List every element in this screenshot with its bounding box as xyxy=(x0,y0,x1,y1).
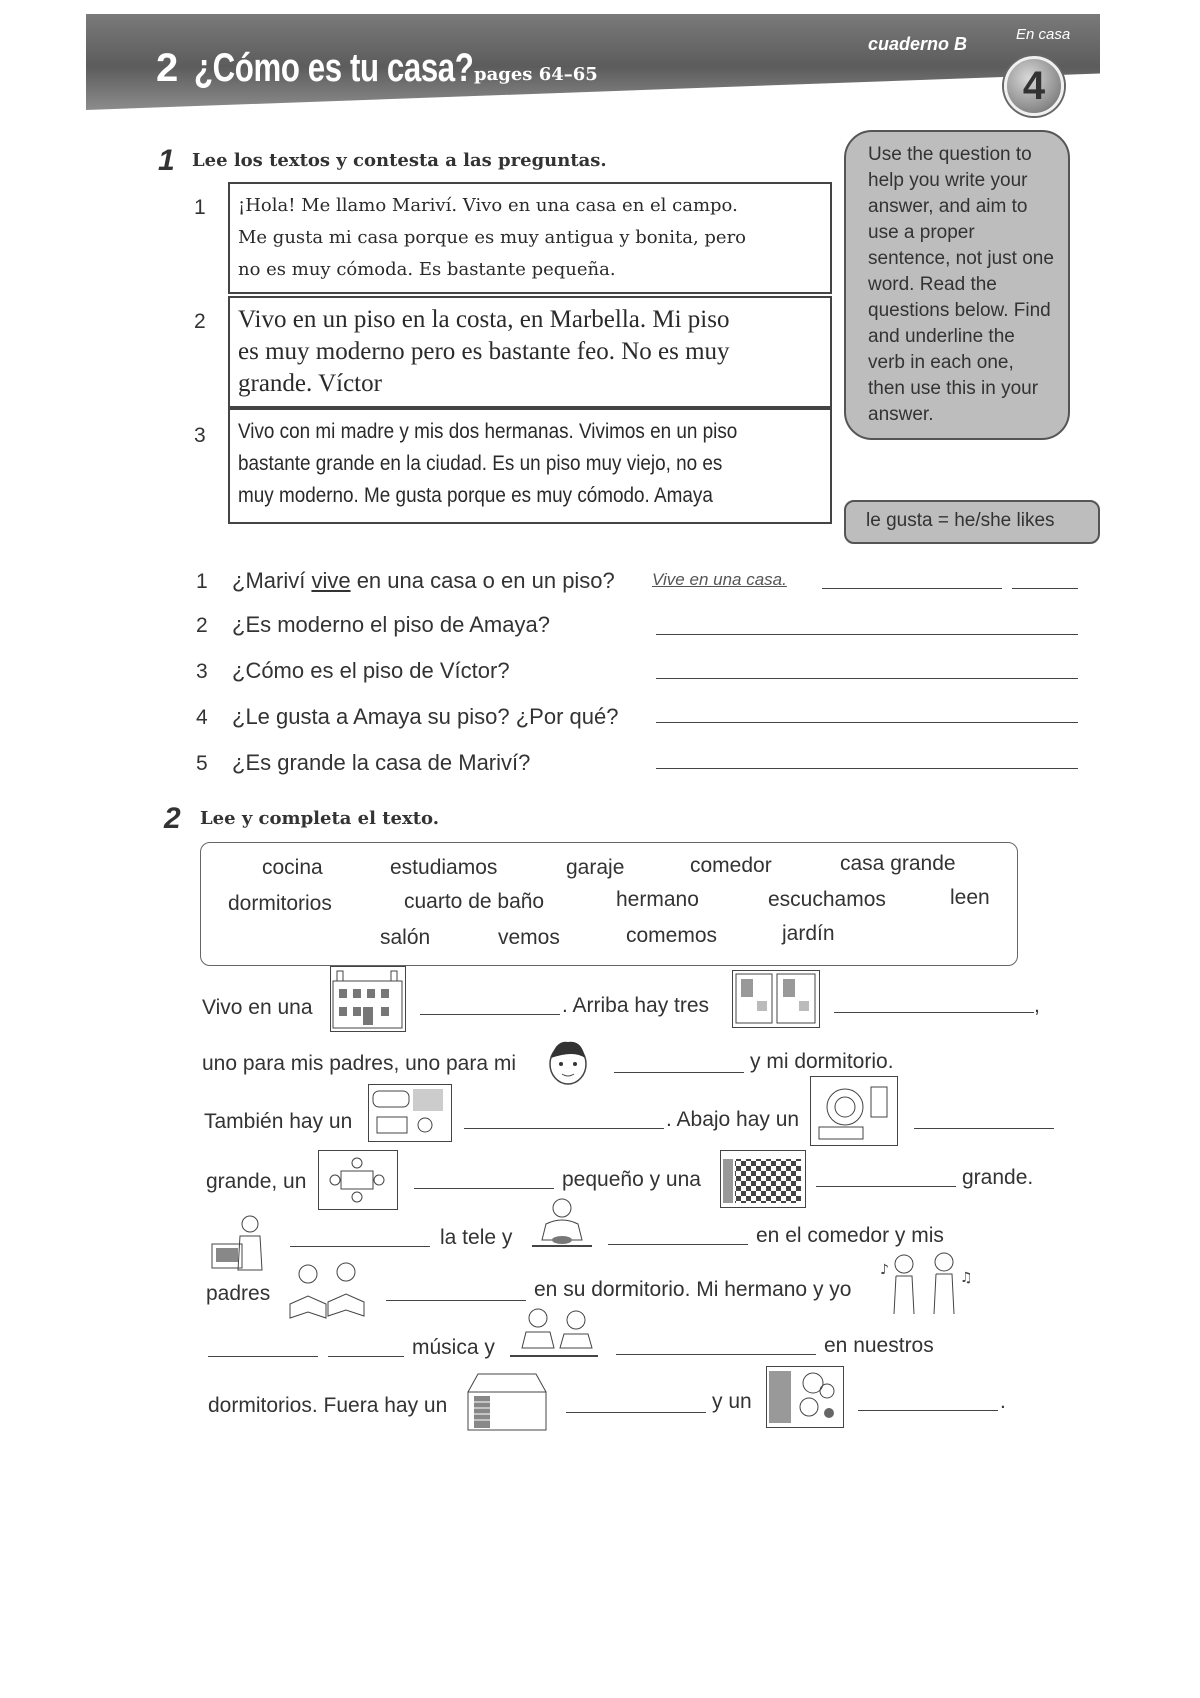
parents-reading-picture xyxy=(282,1262,372,1324)
question-text: en una casa o en un piso? xyxy=(350,568,615,593)
text-line: es muy moderno pero es bastante feo. No es muy xyxy=(238,338,730,365)
svg-text:♫: ♫ xyxy=(960,1270,972,1286)
blank[interactable] xyxy=(414,1188,554,1189)
answer-line[interactable] xyxy=(656,768,1078,769)
question-2: ¿Es moderno el piso de Amaya? xyxy=(232,612,550,637)
text-line: Vivo en un piso en la costa, en Marbella. Mi piso xyxy=(238,306,730,333)
question-4: ¿Le gusta a Amaya su piso? ¿Por qué? xyxy=(232,704,619,729)
brother-picture xyxy=(544,1036,592,1088)
text-box-1 xyxy=(228,182,832,294)
dining-table-icon xyxy=(319,1151,396,1208)
text-3-number: 3 xyxy=(194,424,206,447)
blank[interactable] xyxy=(608,1244,748,1245)
blank[interactable] xyxy=(566,1412,706,1413)
living-room-icon xyxy=(811,1077,896,1144)
answer-line[interactable] xyxy=(656,678,1078,679)
at-home-label: En casa xyxy=(1016,26,1071,43)
blank[interactable] xyxy=(290,1246,430,1247)
word-bank-item: cocina xyxy=(262,856,323,879)
blank[interactable] xyxy=(834,1012,1034,1013)
question-number: 5 xyxy=(196,752,208,775)
bathroom-icon xyxy=(369,1085,450,1140)
page-title: ¿Cómo es tu casa? xyxy=(194,46,474,90)
garage-picture xyxy=(464,1370,550,1432)
answer-line[interactable] xyxy=(656,722,1078,723)
blank[interactable] xyxy=(464,1128,664,1129)
blank[interactable] xyxy=(816,1186,956,1187)
text-1-number: 1 xyxy=(194,196,206,219)
word-bank-item: comemos xyxy=(626,924,718,947)
text-line: ¡Hola! Me llamo Mariví. Vivo en una casa en el campo. xyxy=(238,195,738,216)
cloze-text: grande. xyxy=(962,1166,1034,1189)
underlined-verb: vive xyxy=(311,568,351,593)
garage-icon xyxy=(464,1370,550,1432)
answer-line[interactable] xyxy=(656,634,1078,635)
cloze-text: pequeño y una xyxy=(562,1168,701,1191)
word-bank-item: estudiamos xyxy=(390,856,498,879)
word-bank-item: vemos xyxy=(498,926,560,949)
cloze-text: dormitorios. Fuera hay un xyxy=(208,1394,448,1417)
garden-icon xyxy=(767,1367,842,1426)
answer-line[interactable] xyxy=(1012,588,1078,589)
text-box-2 xyxy=(228,296,832,408)
cloze-text: . Arriba hay tres xyxy=(562,994,710,1017)
studying-picture xyxy=(506,1306,602,1364)
word-bank-item: salón xyxy=(380,926,431,949)
cloze-text: en nuestros xyxy=(824,1334,934,1357)
text-2-number: 2 xyxy=(194,310,206,333)
blank[interactable] xyxy=(616,1354,816,1355)
word-bank-item: dormitorios xyxy=(228,892,332,915)
person-tv-icon xyxy=(208,1210,268,1280)
tip-box: Use the question to help you write your answer, and aim to use a proper sentence, not just one word. Read the questions below. Find and underline the verb in each one, then use this in your answer. xyxy=(844,130,1070,440)
unit-badge: 4 xyxy=(1004,56,1064,116)
section-2-instruction: Lee y completa el texto. xyxy=(200,808,440,829)
kitchen-picture xyxy=(720,1150,806,1208)
question-number: 4 xyxy=(196,706,208,729)
blank[interactable] xyxy=(914,1128,1054,1129)
section-1-number: 1 xyxy=(158,144,175,177)
text-box-3 xyxy=(228,408,832,524)
section-1-instruction: Lee los textos y contesta a las preguntas. xyxy=(192,150,607,171)
blank[interactable] xyxy=(328,1356,404,1357)
cloze-text: . xyxy=(1000,1390,1006,1413)
cloze-text: Vivo en una xyxy=(202,996,313,1019)
people-studying-icon xyxy=(506,1306,602,1364)
page-reference: pages 64–65 xyxy=(474,64,598,85)
word-bank-item: jardín xyxy=(782,922,835,945)
section-2-number: 2 xyxy=(164,802,181,835)
answer-line[interactable] xyxy=(822,588,1002,589)
text-line: muy moderno. Me gusta porque es muy cómodo. Amaya xyxy=(238,484,713,507)
people-reading-icon xyxy=(282,1262,372,1324)
vocab-tip-text: le gusta = he/she likes xyxy=(866,510,1055,531)
question-number: 2 xyxy=(196,614,208,637)
text-line: no es muy cómoda. Es bastante pequeña. xyxy=(238,259,616,280)
cloze-text: padres xyxy=(206,1282,271,1305)
cloze-text: en su dormitorio. Mi hermano y yo xyxy=(534,1278,852,1301)
cloze-text: música y xyxy=(412,1336,495,1359)
cloze-text: y mi dormitorio. xyxy=(750,1050,894,1073)
word-bank-item: garaje xyxy=(566,856,625,879)
word-bank-item: cuarto de baño xyxy=(404,890,545,913)
cloze-text: en el comedor y mis xyxy=(756,1224,944,1247)
house-picture xyxy=(330,966,406,1032)
svg-text:♪: ♪ xyxy=(880,1262,889,1278)
bedrooms-picture xyxy=(732,970,820,1028)
word-bank-item: escuchamos xyxy=(768,888,886,911)
question-number: 1 xyxy=(196,570,208,593)
word-bank-item: comedor xyxy=(690,854,772,877)
cloze-text: y un xyxy=(712,1390,752,1413)
blank[interactable] xyxy=(386,1300,526,1301)
bathroom-picture xyxy=(368,1084,452,1142)
word-bank-item: casa grande xyxy=(840,852,956,875)
cloze-text: . Abajo hay un xyxy=(666,1108,800,1131)
text-line: grande. Víctor xyxy=(238,370,382,397)
question-number: 3 xyxy=(196,660,208,683)
question-1 xyxy=(232,568,615,594)
garden-picture xyxy=(766,1366,844,1428)
word-bank-item: leen xyxy=(950,886,990,909)
question-text: ¿Mariví xyxy=(232,568,312,593)
blank[interactable] xyxy=(208,1356,318,1357)
cloze-text: grande, un xyxy=(206,1170,307,1193)
text-line: Vivo con mi madre y mis dos hermanas. Vivimos en un piso xyxy=(238,420,738,443)
cloze-text: , xyxy=(1034,994,1040,1017)
text-line: bastante grande en la ciudad. Es un piso muy viejo, no es xyxy=(238,452,723,475)
unit-number: 2 xyxy=(156,46,179,90)
boy-face-icon xyxy=(544,1036,592,1088)
cloze-text: la tele y xyxy=(440,1226,513,1249)
question-5: ¿Es grande la casa de Mariví? xyxy=(232,750,531,775)
blank[interactable] xyxy=(420,1014,560,1015)
listening-music-picture xyxy=(876,1252,972,1318)
blank[interactable] xyxy=(858,1410,998,1411)
living-room-picture xyxy=(810,1076,898,1146)
vocab-tip xyxy=(844,500,1100,544)
bedroom-plan-icon xyxy=(733,971,818,1026)
text-line: Me gusta mi casa porque es muy antigua y bonita, pero xyxy=(238,227,747,248)
cloze-text: También hay un xyxy=(204,1110,353,1133)
workbook-label: cuaderno B xyxy=(868,34,968,54)
watching-tv-picture xyxy=(208,1210,268,1280)
dining-room-picture xyxy=(318,1150,398,1210)
house-icon xyxy=(331,967,404,1030)
cloze-text: uno para mis padres, uno para mi xyxy=(202,1052,517,1075)
eating-picture xyxy=(528,1196,596,1260)
people-music-icon xyxy=(876,1252,972,1318)
sample-answer: Vive en una casa. xyxy=(652,570,787,589)
question-3: ¿Cómo es el piso de Víctor? xyxy=(232,658,510,683)
kitchen-floor-icon xyxy=(721,1151,804,1206)
blank[interactable] xyxy=(614,1072,744,1073)
person-eating-icon xyxy=(528,1196,596,1260)
word-bank-item: hermano xyxy=(616,888,699,911)
